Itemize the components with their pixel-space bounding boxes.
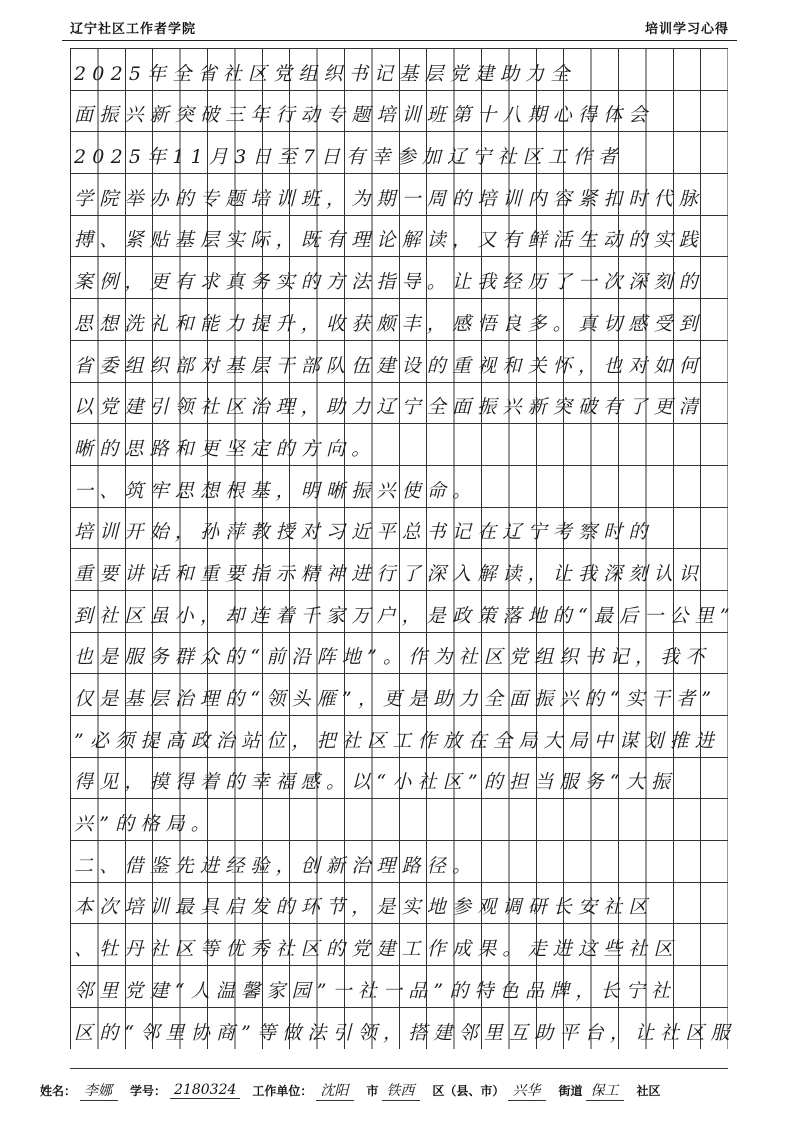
- street-label: 街道: [558, 1083, 583, 1098]
- handwritten-text: 省委组织部对基层干部队伍建设的重视和关怀，也对如何: [74, 354, 705, 377]
- manuscript-line: [70, 298, 728, 340]
- manuscript-line: [70, 757, 728, 799]
- handwritten-text: 重要讲话和重要指示精神进行了深入解读，让我深刻认识: [74, 562, 705, 585]
- manuscript-line: [70, 382, 728, 424]
- handwritten-text: 仅是基层治理的“领头雁”，更是助力全面振兴的“实干者”: [74, 688, 718, 710]
- header-rule: [62, 40, 737, 41]
- handwritten-text: 邻里党建“人温馨家园”一社一品”的特色品牌，长宁社: [74, 979, 677, 1002]
- manuscript-line: [70, 131, 728, 173]
- district-label: 区（县、市）: [432, 1083, 505, 1098]
- handwritten-text: ”必须提高政治站位，把社区工作放在全局大局中谋划推进: [74, 729, 720, 752]
- header-doc-type: 培训学习心得: [644, 22, 729, 37]
- manuscript-line: [70, 965, 728, 1007]
- manuscript-line: [70, 840, 728, 882]
- handwritten-text: 区的“邻里协商”等做法引领，搭建邻里互助平台，让社区服: [74, 1021, 736, 1044]
- manuscript-line: [70, 507, 728, 549]
- manuscript-line: [70, 798, 728, 840]
- manuscript-line: [70, 465, 728, 507]
- handwritten-text: 2025年全省社区党组织书记基层党建助力全: [74, 62, 576, 85]
- manuscript-line: [70, 882, 728, 924]
- manuscript-line: [70, 340, 728, 382]
- manuscript-line: [70, 632, 728, 674]
- handwritten-text: 兴”的格局。: [74, 813, 216, 836]
- manuscript-line: [70, 215, 728, 257]
- handwritten-text: 、牡丹社区等优秀社区的党建工作成果。走进这些社区: [74, 938, 679, 961]
- manuscript-line: [70, 90, 728, 132]
- city-label: 市: [366, 1083, 379, 1098]
- name-value: 李娜: [80, 1080, 118, 1101]
- manuscript-line: [70, 48, 728, 90]
- manuscript-line: [70, 173, 728, 215]
- handwritten-text: 2025年11月3日至7日有幸参加辽宁社区工作者: [74, 146, 624, 169]
- city-value: 沈阳: [316, 1080, 354, 1101]
- handwritten-text: 一、筑牢思想根基，明晰振兴使命。: [74, 479, 478, 502]
- manuscript-line: [70, 715, 728, 757]
- handwritten-text: 到社区虽小，却连着千家万户，是政策落地的“最后一公里”: [74, 604, 736, 627]
- manuscript-line: [70, 673, 728, 715]
- manuscript-grid: [70, 48, 736, 1069]
- handwritten-text: 本次培训最具启发的环节，是实地参观调研长安社区: [74, 896, 654, 919]
- manuscript-line: [70, 548, 728, 590]
- header-institution: 辽宁社区工作者学院: [70, 22, 197, 37]
- manuscript-line: [70, 590, 736, 632]
- community-value: 保工: [586, 1080, 624, 1101]
- handwritten-text: 思想洗礼和能力提升，收获颇丰，感悟良多。真切感受到: [74, 312, 705, 335]
- handwritten-text: 案例，更有求真务实的方法指导。让我经历了一次深刻的: [74, 271, 705, 294]
- handwritten-text: 学院举办的专题培训班，为期一周的培训内容紧扣时代脉: [74, 187, 705, 210]
- student-id-label: 学号：: [130, 1083, 167, 1098]
- manuscript-line: [70, 423, 728, 465]
- manuscript-line: [70, 1007, 736, 1049]
- student-id-value: 2180324: [170, 1082, 240, 1099]
- handwritten-text: 也是服务群众的“前沿阵地”。作为社区党组织书记，我不: [74, 646, 711, 669]
- community-label: 社区: [636, 1083, 661, 1098]
- handwritten-text: 得见，摸得着的幸福感。以“小社区”的担当服务“大振: [74, 771, 677, 794]
- street-value: 兴华: [508, 1080, 546, 1101]
- name-label: 姓名：: [40, 1083, 77, 1098]
- manuscript-line: [70, 256, 728, 298]
- manuscript-line: [70, 923, 728, 965]
- handwritten-text: 晰的思路和更坚定的方向。: [74, 437, 377, 460]
- handwritten-text: 培训开始，孙萍教授对习近平总书记在辽宁考察时的: [74, 521, 654, 544]
- handwritten-text: 面振兴新突破三年行动专题培训班第十八期心得体会: [74, 104, 654, 127]
- handwritten-text: 以党建引领社区治理，助力辽宁全面振兴新突破有了更清: [74, 396, 705, 419]
- work-unit-label: 工作单位：: [252, 1083, 313, 1098]
- handwritten-text: 搏、紧贴基层实际，既有理论解读，又有鲜活生动的实践: [74, 229, 705, 252]
- handwritten-text: 二、借鉴先进经验，创新治理路径。: [74, 854, 478, 877]
- district-value: 铁西: [382, 1080, 420, 1101]
- footer-info: [40, 1078, 760, 1102]
